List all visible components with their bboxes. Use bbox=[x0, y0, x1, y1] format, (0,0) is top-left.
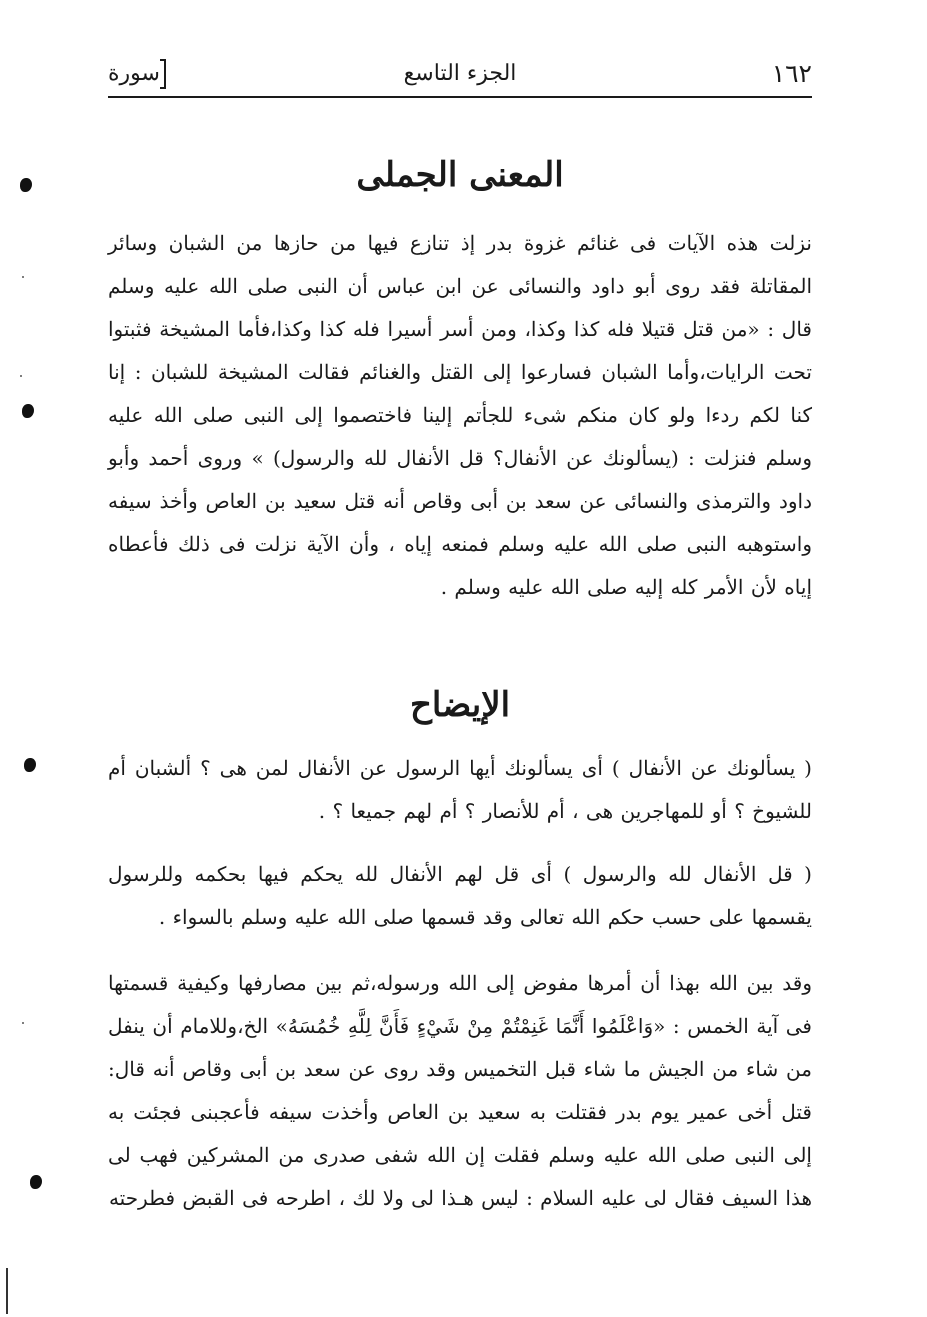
quran-verse: وَاعْلَمُوا أَنَّمَا غَنِمْتُمْ مِنْ شَيْءٍ فَأَنَّ لِلَّهِ خُمُسَهُ bbox=[287, 1014, 654, 1038]
header-rule bbox=[108, 96, 812, 98]
scan-speck bbox=[22, 1022, 24, 1024]
bracket-mark bbox=[160, 59, 166, 89]
paragraph-anfal-answer: ( قل الأنفال لله والرسول ) أى قل لهم الأنفال لله يحكم فيها بحكمه وللرسول يقسمها على حسب حكم الله تعالى وقد قسمها صلى الله عليه وسلم بالسواء . bbox=[108, 862, 812, 929]
paragraph-anfal-question: ( يسألونك عن الأنفال ) أى يسألونك أيها الرسول عن الأنفال لمن هى ؟ ألشبان أم للشيوخ ؟ أو للمهاجرين هى ، أم للأنصار ؟ أم لهم جميعا ؟ . bbox=[108, 756, 812, 823]
surah-label bbox=[108, 56, 170, 92]
section-heading-general-meaning: المعنى الجملى bbox=[356, 155, 564, 195]
ink-blot bbox=[22, 404, 34, 418]
running-header bbox=[108, 54, 812, 98]
page-number: ١٦٢ bbox=[771, 59, 812, 88]
scan-edge bbox=[6, 1268, 8, 1314]
scan-speck bbox=[22, 276, 24, 278]
scan-speck bbox=[20, 375, 22, 377]
khums-text-after: » الخ،وللامام أن ينفل من شاء من الجيش ما شاء قبل التخميس وقد روى عن سعد بن أبى وقاص أنه قال: قتل أخى عمير يوم بدر فقتلت به سعيد بن العاص وأخذت سيفه فأعجبنى فجئت به إلى النبى صلى الله عليه وسلم فقلت إن الله شفى صدرى من المشركين فهب لى هذا السيف فقال لى عليه السلام : ليس هـذا لى ولا لك ، اطرحه فى القبض فطرحته bbox=[108, 1014, 812, 1210]
paragraph-general-meaning: نزلت هذه الآيات فى غنائم غزوة بدر إذ تنازع فيها من حازها من الشبان وسائر المقاتلة فقد روى أبو داود والنسائى عن ابن عباس أن النبى صلى الله عليه وسلم قال : «من قتل قتيلا فله كذا وكذا، ومن أسر أسيرا فله كذا وكذا،فأما المشيخة فثبتوا تحت الرايات،وأما الشبان فسارعوا إلى القتل والغنائم فقالت المشيخة للشبان : إنا كنا لكم ردءا ولو كان منكم شىء للجأتم إلينا فاختصموا إلى النبى صلى الله عليه وسلم فنزلت : (يسألونك عن الأنفال؟ قل الأنفال لله والرسول) » وروى أحمد وأبو داود والترمذى والنسائى عن سعد بن أبى وقاص أنه قتل سعيد بن العاص وأخذ سيفه واستوهبه النبى صلى الله عليه وسلم فمنعه إياه ، وأن الآية نزلت فى ذلك فأعطاه إياه لأن الأمر كله إليه صلى الله عليه وسلم . bbox=[108, 231, 812, 599]
paragraph-khums bbox=[108, 962, 812, 1220]
section-heading-clarification: الإيضاح bbox=[409, 685, 511, 725]
surah-label-text: سورة bbox=[108, 61, 160, 86]
khums-text-before: وقد بين الله بهذا أن أمرها مفوض إلى الله ورسوله،ثم بين مصارفها وكيفية قسمتها فى آية الخمس : « bbox=[108, 971, 812, 1038]
ink-blot bbox=[30, 1175, 42, 1189]
ink-blot bbox=[20, 178, 32, 192]
part-title: الجزء التاسع bbox=[403, 61, 517, 86]
ink-blot bbox=[24, 758, 36, 772]
